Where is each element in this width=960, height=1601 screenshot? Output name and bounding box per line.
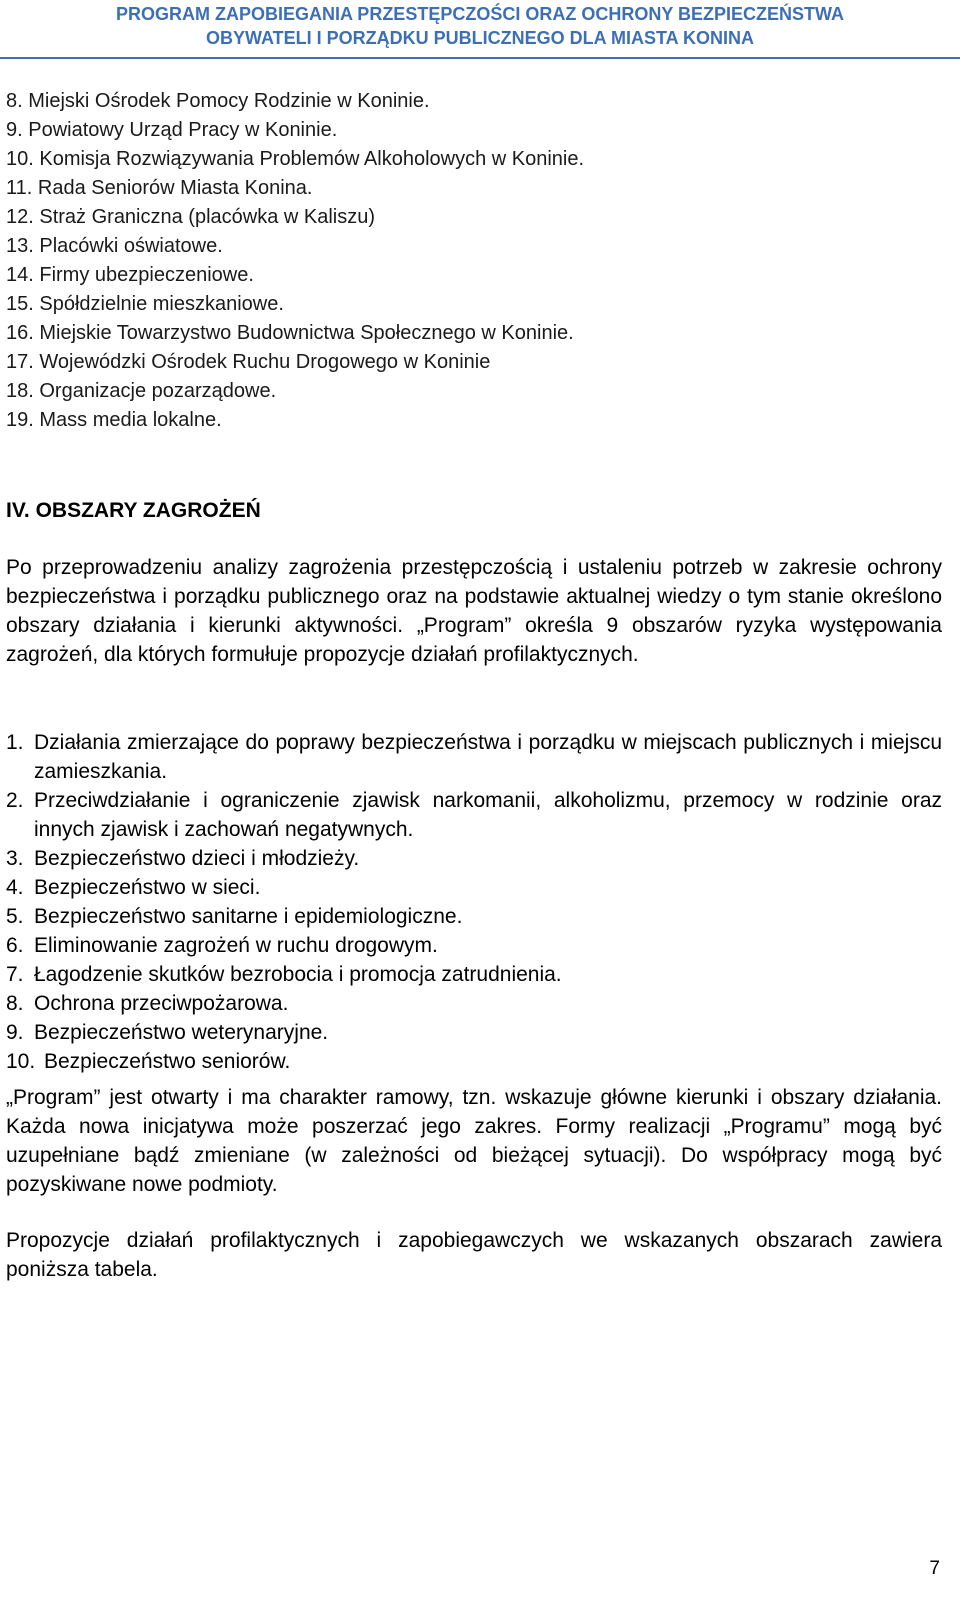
list-item: 9. Powiatowy Urząd Pracy w Koninie. bbox=[6, 119, 338, 141]
list-item-number: 5. bbox=[6, 905, 24, 928]
list-item-text: Bezpieczeństwo seniorów. bbox=[44, 1050, 291, 1073]
list-item bbox=[6, 931, 942, 960]
list-item: 12. Straż Graniczna (placówka w Kaliszu) bbox=[6, 206, 376, 228]
list-item: 16. Miejskie Towarzystwo Budownictwa Społecznego w Koninie. bbox=[6, 322, 574, 344]
list-item-text: Przeciwdziałanie i ograniczenie zjawisk narkomanii, alkoholizmu, przemocy w rodzinie oraz innych zjawisk i zachowań negatywnych. bbox=[34, 789, 942, 841]
list-item bbox=[6, 873, 942, 902]
header-title-line-1: PROGRAM ZAPOBIEGANIA PRZESTĘPCZOŚCI ORAZ OCHRONY BEZPIECZEŃSTWA bbox=[115, 4, 845, 24]
header-title-line-2: OBYWATELI I PORZĄDKU PUBLICZNEGO DLA MIASTA KONINA bbox=[206, 28, 754, 48]
list-item-number: 4. bbox=[6, 876, 24, 899]
list-item: 18. Organizacje pozarządowe. bbox=[6, 380, 277, 402]
page-number: 7 bbox=[929, 1558, 940, 1579]
risk-areas-list bbox=[6, 728, 942, 1076]
list-item: 11. Rada Seniorów Miasta Konina. bbox=[6, 177, 313, 199]
list-item bbox=[6, 844, 942, 873]
list-item bbox=[6, 902, 942, 931]
program-note-paragraph: „Program” jest otwarty i ma charakter ramowy, tzn. wskazuje główne kierunki i obszary działania. Każda nowa inicjatywa może poszerzać jego zakres. Formy realizacji „Programu” mogą być uzupełniane bądź zmieniane (w zależności od bieżącej sytuacji). Do współpracy mogą być pozyskiwane nowe podmioty. bbox=[6, 1086, 942, 1196]
list-item-text: Eliminowanie zagrożeń w ruchu drogowym. bbox=[34, 934, 438, 957]
institutions-list bbox=[6, 87, 946, 435]
list-item-number: 6. bbox=[6, 934, 24, 957]
list-item-text: Działania zmierzające do poprawy bezpieczeństwa i porządku w miejscach publicznych i miejscu zamieszkania. bbox=[34, 731, 942, 783]
list-item-text: Bezpieczeństwo sanitarne i epidemiologiczne. bbox=[34, 905, 463, 928]
list-item-number: 1. bbox=[6, 731, 24, 754]
list-item bbox=[6, 989, 942, 1018]
list-item bbox=[6, 728, 942, 786]
list-item-number: 9. bbox=[6, 1021, 24, 1044]
list-item: 15. Spółdzielnie mieszkaniowe. bbox=[6, 293, 284, 315]
list-item: 10. Komisja Rozwiązywania Problemów Alkoholowych w Koninie. bbox=[6, 148, 585, 170]
list-item-number: 3. bbox=[6, 847, 24, 870]
list-item-number: 10. bbox=[6, 1050, 36, 1073]
list-item-text: Bezpieczeństwo dzieci i młodzieży. bbox=[34, 847, 360, 870]
section-heading: IV. OBSZARY ZAGROŻEŃ bbox=[6, 499, 261, 522]
intro-paragraph: Po przeprowadzeniu analizy zagrożenia przestępczością i ustaleniu potrzeb w zakresie ochrony bezpieczeństwa i porządku publicznego oraz na podstawie aktualnej wiedzy o tym stanie określono obszary działania i kierunki aktywności. „Program” określa 9 obszarów ryzyka występowania zagrożeń, dla których formułuje propozycje działań profilaktycznych. bbox=[6, 556, 942, 666]
table-note-paragraph: Propozycje działań profilaktycznych i zapobiegawczych we wskazanych obszarach zawiera poniższa tabela. bbox=[6, 1229, 942, 1281]
list-item-text: Bezpieczeństwo weterynaryjne. bbox=[34, 1021, 329, 1044]
list-item-number: 2. bbox=[6, 789, 24, 812]
list-item: 17. Wojewódzki Ośrodek Ruchu Drogowego w Koninie bbox=[6, 351, 491, 373]
list-item: 13. Placówki oświatowe. bbox=[6, 235, 223, 257]
list-item-text: Ochrona przeciwpożarowa. bbox=[34, 992, 289, 1015]
list-item: 19. Mass media lokalne. bbox=[6, 409, 222, 431]
list-item: 14. Firmy ubezpieczeniowe. bbox=[6, 264, 254, 286]
list-item bbox=[6, 1047, 942, 1076]
list-item bbox=[6, 960, 942, 989]
header-divider bbox=[0, 57, 960, 59]
list-item-number: 7. bbox=[6, 963, 24, 986]
list-item-number: 8. bbox=[6, 992, 24, 1015]
list-item-text: Bezpieczeństwo w sieci. bbox=[34, 876, 261, 899]
list-item bbox=[6, 1018, 942, 1047]
list-item-text: Łagodzenie skutków bezrobocia i promocja zatrudnienia. bbox=[34, 963, 562, 986]
list-item: 8. Miejski Ośrodek Pomocy Rodzinie w Koninie. bbox=[6, 90, 430, 112]
list-item bbox=[6, 786, 942, 844]
